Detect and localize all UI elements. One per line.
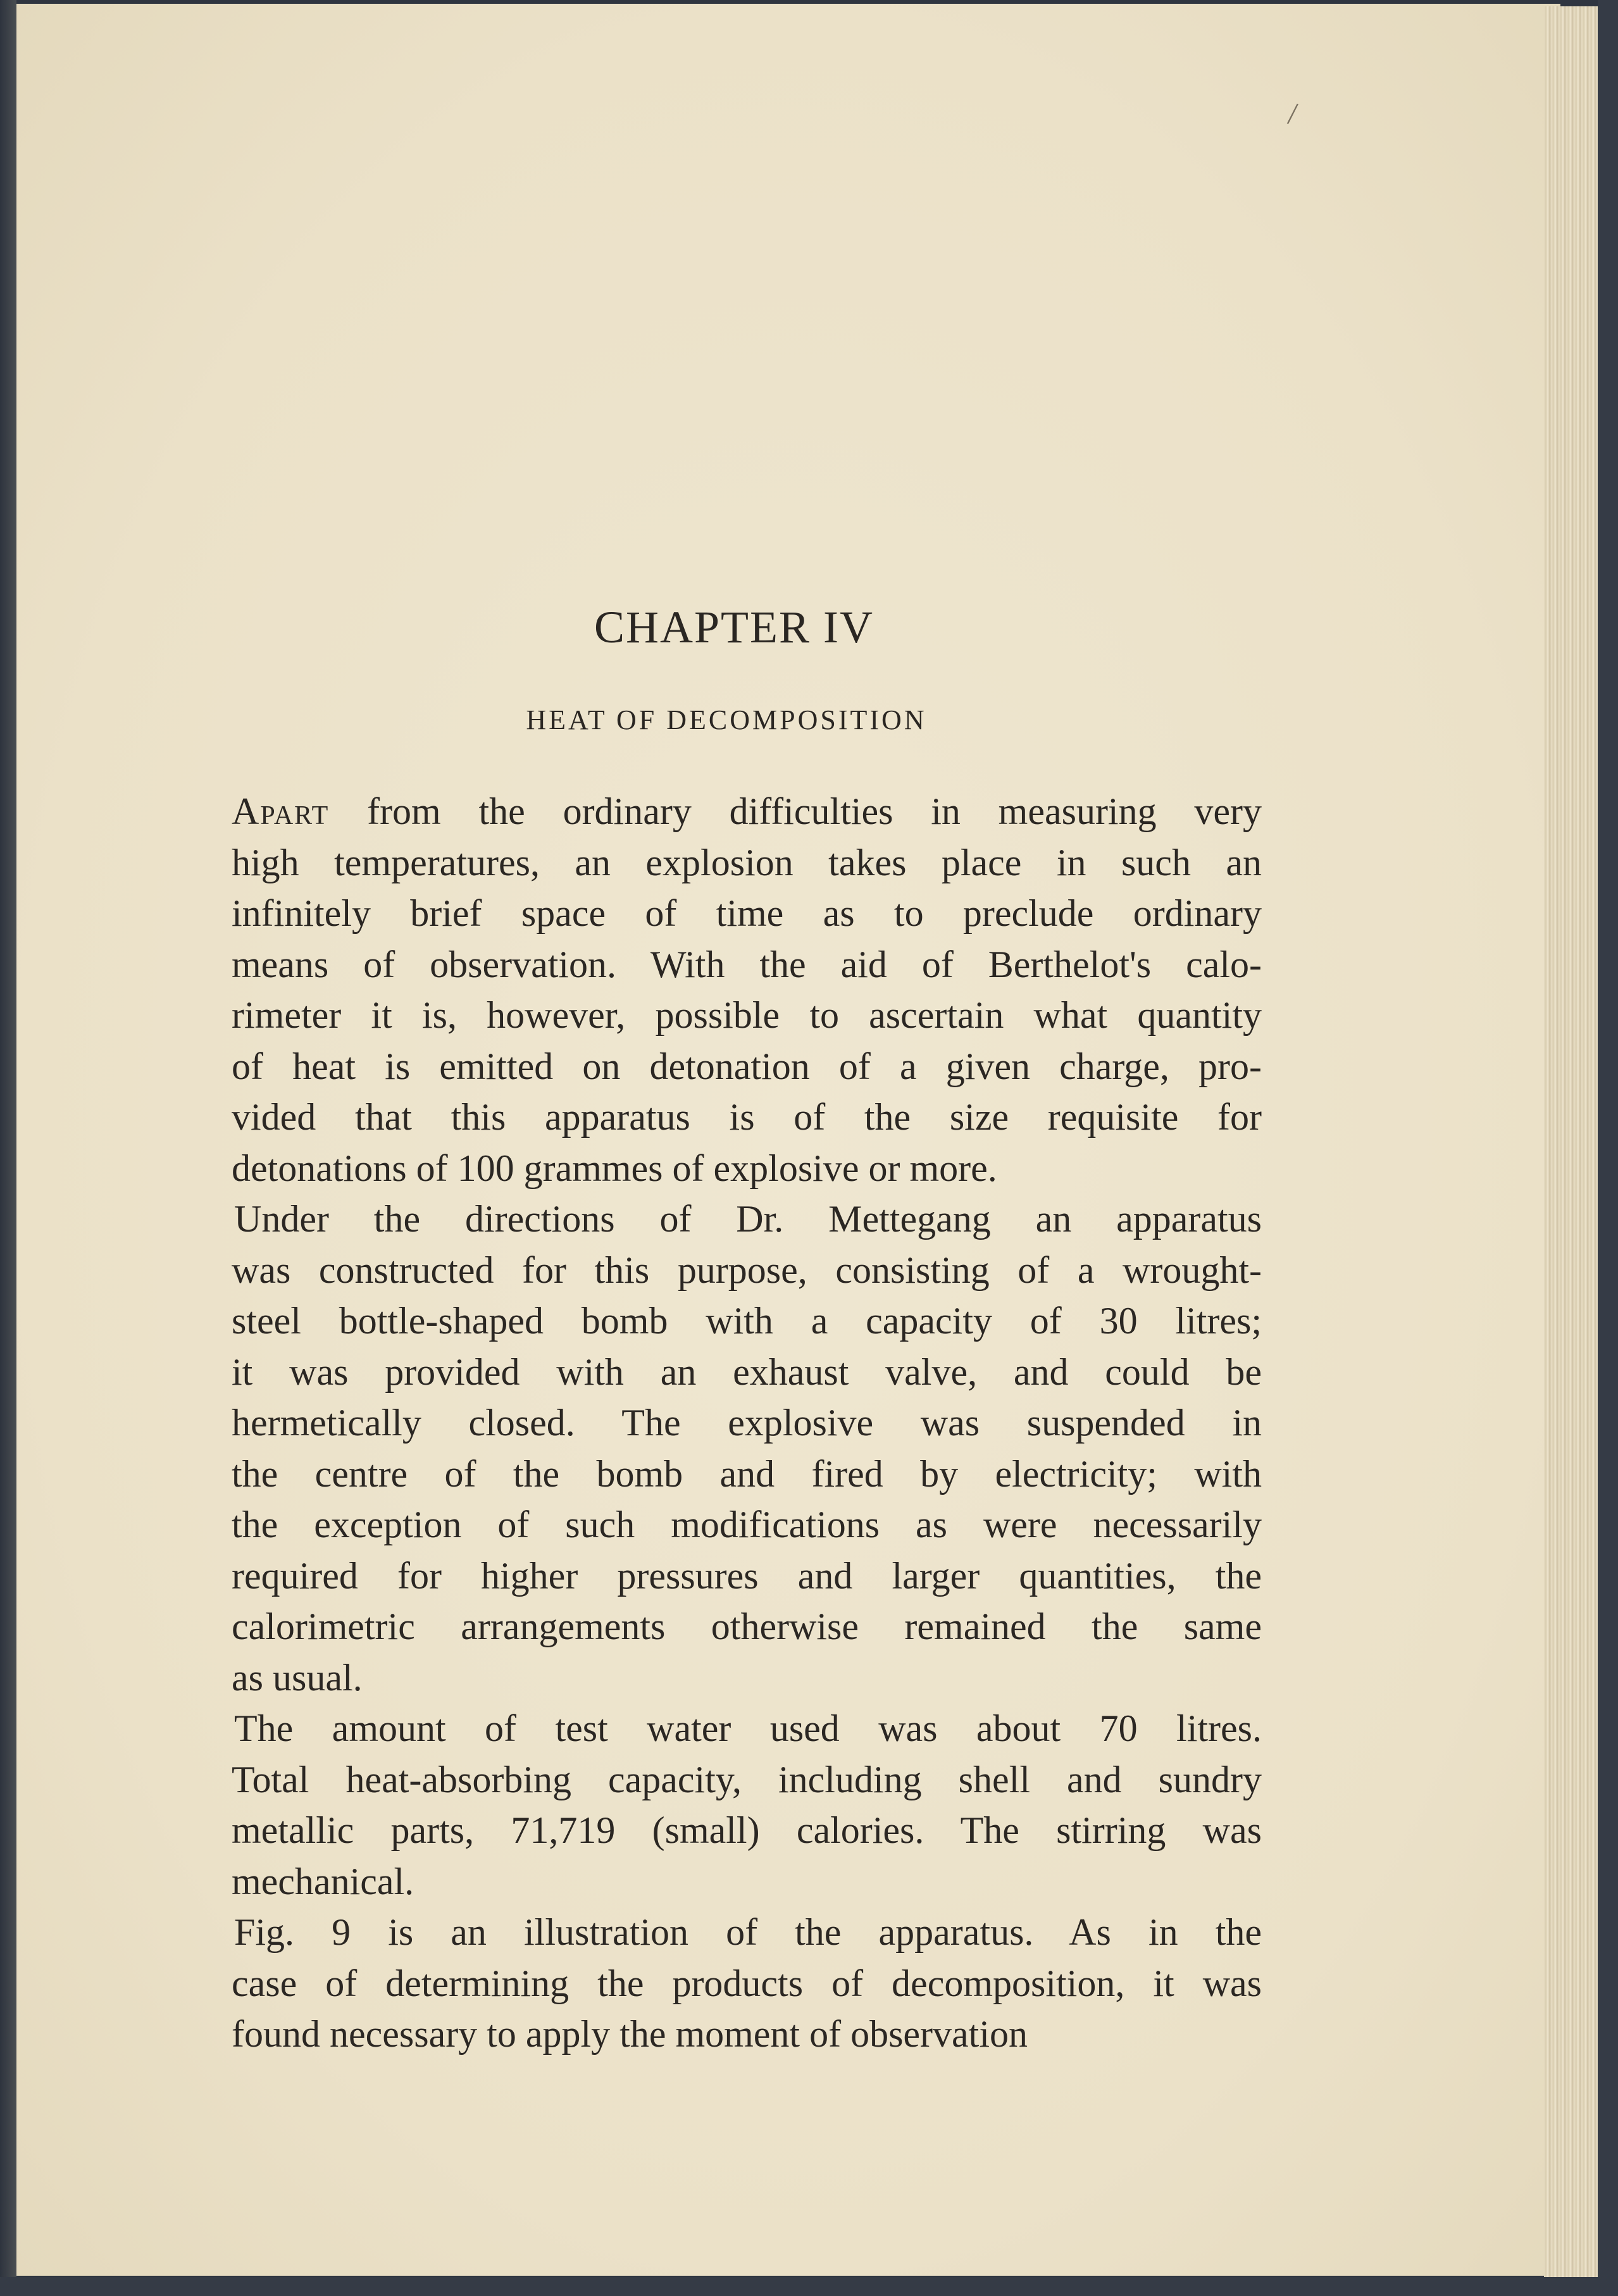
text-line: detonations of 100 grammes of explosive or more. (232, 1147, 997, 1189)
text-line: vided that this apparatus is of the size requisite for (232, 1096, 1262, 1138)
text-line: metallic parts, 71,719 (small) calories. The stirring was (232, 1809, 1262, 1851)
text-line: hermetically closed. The explosive was suspended in (232, 1402, 1262, 1444)
text-line: Total heat-absorbing capacity, including shell and sundry (232, 1758, 1262, 1800)
text-line: of heat is emitted on detonation of a given charge, pro- (232, 1045, 1262, 1087)
first-word-small-caps: Apart (232, 790, 330, 832)
text-line: high temperatures, an explosion takes place in such an (232, 841, 1262, 883)
text-line: calorimetric arrangements otherwise remained the same (232, 1606, 1262, 1647)
body-text (232, 786, 1262, 2060)
text-line: The amount of test water used was about 70 litres. (234, 1707, 1262, 1749)
text-line: steel bottle-shaped bomb with a capacity of 30 litres; (232, 1300, 1262, 1342)
text-line: was constructed for this purpose, consisting of a wrought- (232, 1249, 1262, 1291)
text-line: case of determining the products of decomposition, it was (232, 1962, 1262, 2004)
text-line: Fig. 9 is an illustration of the apparatus. As in the (234, 1911, 1262, 1953)
text-line: found necessary to apply the moment of observation (232, 2013, 1028, 2055)
text-line: mechanical. (232, 1860, 414, 1902)
margin-mark: / (1286, 95, 1300, 132)
text-line: rimeter it is, however, possible to ascertain what quantity (232, 994, 1262, 1036)
text-line: the centre of the bomb and fired by electricity; with (232, 1452, 1262, 1495)
chapter-subtitle: HEAT OF DECOMPOSITION (526, 704, 927, 735)
page-edges (1544, 6, 1598, 2277)
book-cover-right (1598, 0, 1618, 2296)
chapter-title: CHAPTER IV (594, 602, 874, 652)
book-cover-bottom (0, 2277, 1618, 2296)
text-line: as usual. (232, 1656, 363, 1699)
text-line: the exception of such modifications as were necessarily (232, 1504, 1262, 1545)
text-line: it was provided with an exhaust valve, and could be (232, 1351, 1262, 1393)
text-line: Under the directions of Dr. Mettegang an apparatus (234, 1198, 1262, 1240)
text-line: means of observation. With the aid of Berthelot's calo- (232, 943, 1262, 985)
text-line: required for higher pressures and larger quantities, the (232, 1554, 1262, 1597)
book-cover-left (0, 0, 16, 2296)
text-line: Apart from the ordinary difficulties in measuring very (232, 790, 1262, 832)
text-line: infinitely brief space of time as to preclude ordinary (232, 892, 1262, 934)
